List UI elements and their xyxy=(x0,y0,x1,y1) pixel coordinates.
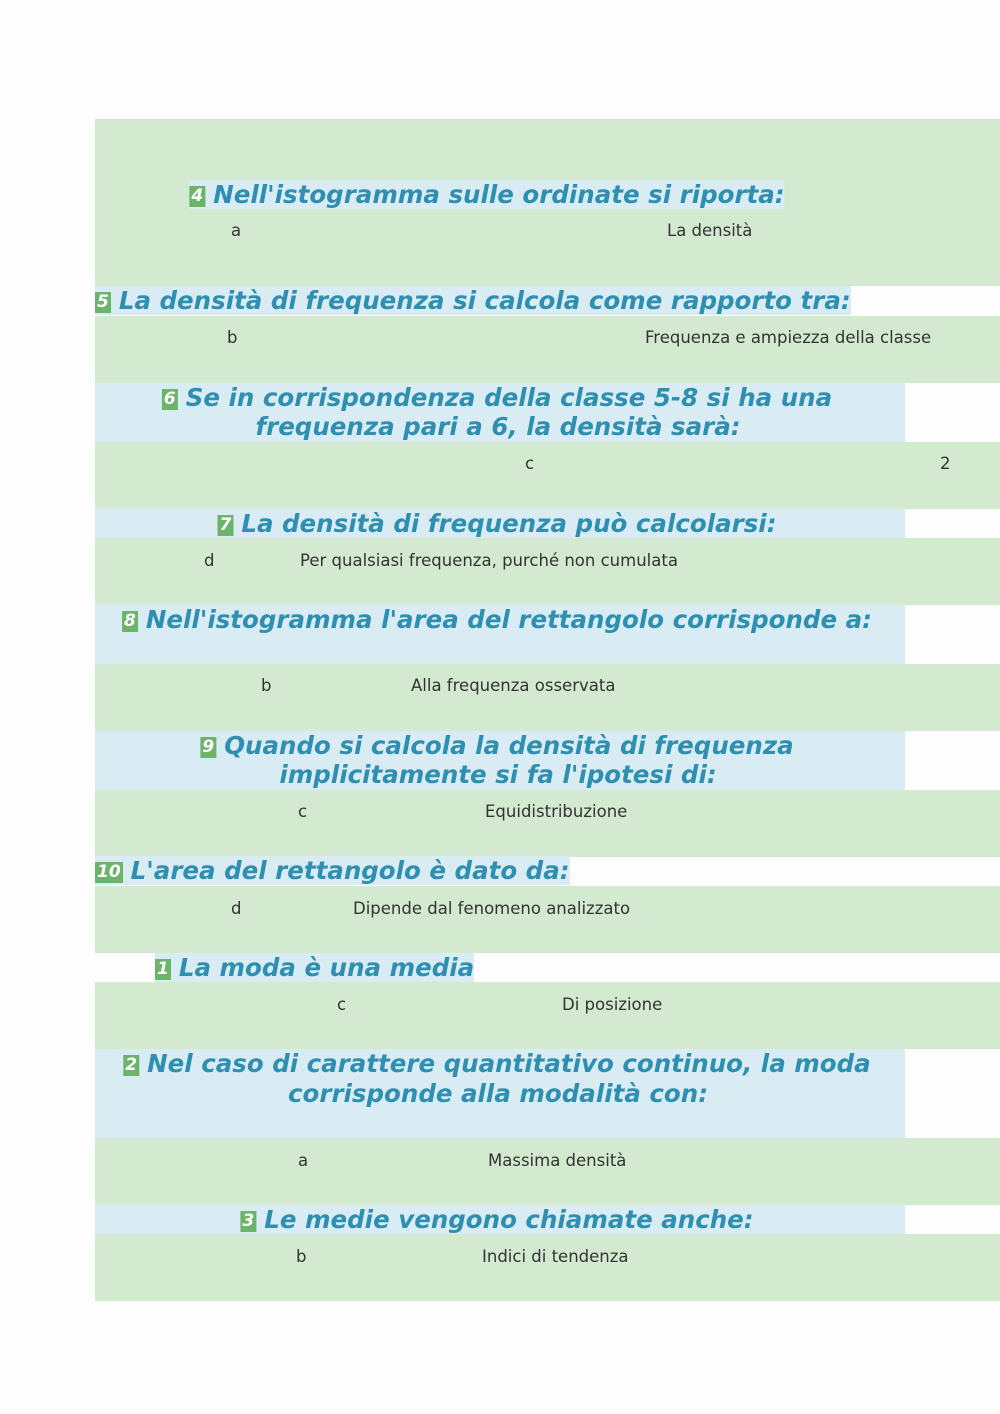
question-text: Nell'istogramma l'area del rettangolo corrisponde a: xyxy=(145,605,872,634)
question-text: Se in corrispondenza della classe 5-8 si ha una xyxy=(185,383,833,412)
question-title xyxy=(95,286,851,316)
answer-band xyxy=(95,442,1000,509)
answer-band xyxy=(95,316,1000,383)
answer-band xyxy=(95,886,1000,953)
answer-band xyxy=(95,982,1000,1049)
answer-letter: a xyxy=(298,1151,309,1170)
answer-text: Di posizione xyxy=(562,995,663,1014)
question-text: Le medie vengono chiamate anche: xyxy=(264,1205,754,1234)
answer-letter: c xyxy=(525,454,535,473)
answer-band xyxy=(95,1234,1000,1301)
question-title xyxy=(189,180,784,210)
answer-letter: a xyxy=(231,221,242,240)
question-text: Nell'istogramma sulle ordinate si riporta: xyxy=(213,180,785,209)
question-title xyxy=(162,383,832,413)
question-title xyxy=(240,1205,753,1235)
answer-band xyxy=(95,538,1000,605)
question-number: 7 xyxy=(219,515,232,535)
question-text: frequenza pari a 6, la densità sarà: xyxy=(255,412,741,441)
question-title xyxy=(200,731,793,761)
answer-letter: b xyxy=(227,328,238,347)
question-text: La densità di frequenza si calcola come rapporto tra: xyxy=(118,286,851,315)
question-text: L'area del rettangolo è dato da: xyxy=(130,856,570,885)
question-number: 1 xyxy=(157,959,169,979)
question-title xyxy=(218,509,777,539)
answer-text: Equidistribuzione xyxy=(485,802,628,821)
question-text: Quando si calcola la densità di frequenza xyxy=(224,731,794,760)
question-title xyxy=(123,1049,870,1079)
answer-letter: c xyxy=(337,995,347,1014)
answer-letter: b xyxy=(261,676,272,695)
question-title xyxy=(95,856,570,886)
question-text: La densità di frequenza può calcolarsi: xyxy=(241,509,777,538)
question-text: corrisponde alla modalità con: xyxy=(288,1079,708,1108)
answer-band xyxy=(95,664,1000,731)
question-title xyxy=(122,605,872,635)
answer-text: Massima densità xyxy=(488,1151,627,1170)
question-number: 5 xyxy=(97,292,109,312)
question-number: 8 xyxy=(124,611,136,631)
answer-letter: c xyxy=(298,802,308,821)
question-text: La moda è una media xyxy=(178,953,475,982)
answer-text: Per qualsiasi frequenza, purché non cumulata xyxy=(300,551,678,570)
answer-band xyxy=(95,790,1000,857)
question-number: 6 xyxy=(163,389,176,409)
answer-text: Frequenza e ampiezza della classe xyxy=(645,328,932,347)
answer-band xyxy=(95,1138,1000,1205)
answer-text: Indici di tendenza xyxy=(482,1247,629,1266)
answer-text: Dipende dal fenomeno analizzato xyxy=(353,899,631,918)
answer-letter: d xyxy=(204,551,215,570)
question-title-line2 xyxy=(255,412,740,442)
answer-letter: b xyxy=(296,1247,307,1266)
question-number: 4 xyxy=(191,186,204,206)
question-text: implicitamente si fa l'ipotesi di: xyxy=(279,760,717,789)
answer-text: 2 xyxy=(940,454,951,473)
question-number: 3 xyxy=(242,1211,255,1231)
question-number: 9 xyxy=(202,737,215,757)
question-number: 10 xyxy=(97,862,121,882)
answer-text: La densità xyxy=(667,221,753,240)
question-number: 2 xyxy=(125,1055,138,1075)
answer-text: Alla frequenza osservata xyxy=(411,676,616,695)
question-text: Nel caso di carattere quantitativo continuo, la moda xyxy=(147,1049,871,1078)
answer-letter: d xyxy=(231,899,242,918)
question-title-line2 xyxy=(288,1079,708,1109)
question-title-line2 xyxy=(279,760,716,790)
question-title xyxy=(155,953,474,983)
